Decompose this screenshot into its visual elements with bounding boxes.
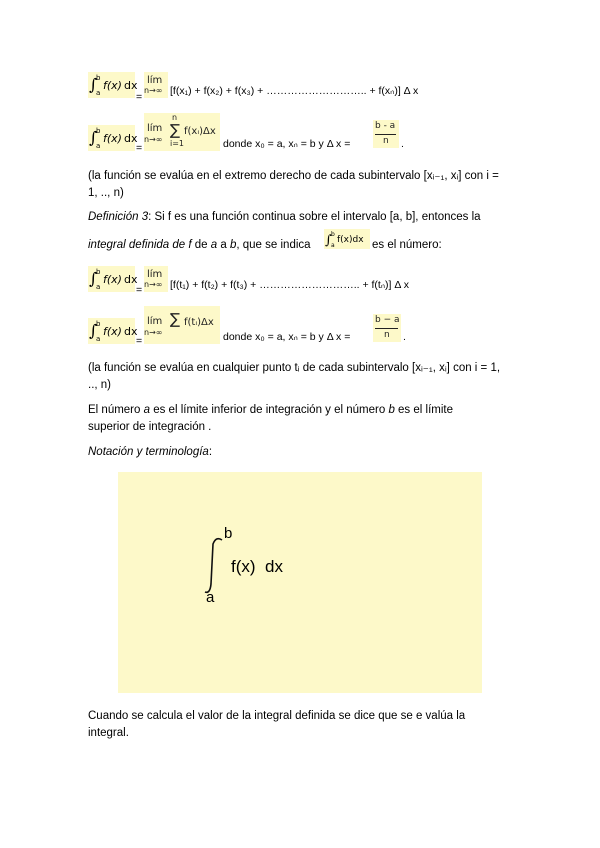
integrand: f(x) dx (231, 557, 283, 576)
integral-image-2 (88, 125, 138, 151)
svg-text:f(x): f(x) (103, 273, 122, 286)
svg-text:f(x): f(x) (103, 325, 122, 338)
text-fragment: es el límite superior de integración . (88, 404, 454, 433)
lim-label: lím (147, 269, 163, 280)
frac-den: n (383, 136, 389, 146)
period: . (401, 138, 404, 150)
sum-term: f(tᵢ)Δx (184, 317, 214, 328)
fraction-image-2 (373, 120, 399, 148)
notation-heading (88, 444, 212, 461)
lower-limit: a (206, 589, 215, 606)
integral-sign-icon (88, 318, 138, 344)
svg-text:dx: dx (124, 325, 138, 338)
donde-text: donde x₀ = a, xₙ = b y Δ x = (223, 331, 351, 343)
svg-text:∫: ∫ (325, 233, 332, 248)
text-fragment: a (143, 404, 151, 416)
sigma-icon: ∑ (170, 310, 181, 328)
riemann-sum-right: [f(x₁) + f(x₂) + f(x₃) + ……………………….. + f(xₙ)] Δ x (170, 85, 419, 97)
sum-bottom: i=1 (170, 139, 185, 148)
text-fragment: , que se indica (236, 239, 311, 251)
paragraph-evaluation-right: (la función se evalúa en el extremo derecho de cada subintervalo [xᵢ₋₁, xᵢ] con i = 1, .., n) (88, 170, 499, 199)
inline-integral-image (324, 229, 370, 249)
text-fragment: a (210, 239, 218, 251)
integral-image-4 (88, 318, 138, 344)
definition-3-line2 (88, 237, 311, 254)
sum-term: f(xᵢ)Δx (184, 126, 216, 137)
heading-text: Notación y terminología (88, 446, 209, 458)
definition-3-line1 (88, 209, 518, 226)
paragraph-evaluation-any: (la función se evalúa en cualquier punto tᵢ de cada subintervalo [xᵢ₋₁, xᵢ] con i = 1, .., n) (88, 362, 501, 391)
definition-term: integral definida de f (88, 239, 192, 251)
fraction-bar (375, 134, 396, 135)
donde-text: donde x₀ = a, xₙ = b y Δ x = (223, 138, 351, 150)
frac-num: b - a (375, 121, 396, 131)
svg-text:dx: dx (124, 132, 138, 145)
riemann-sum-general: [f(t₁) + f(t₂) + f(t₃) + ……………………….. + f(tₙ)] Δ x (170, 279, 409, 291)
text-fragment: b (229, 239, 237, 251)
text-fragment: es el límite inferior de integración y el número (150, 404, 389, 416)
text-fragment: a (217, 239, 230, 251)
definition-text: : Si f es una función continua sobre el intervalo [a, b], entonces la (148, 211, 481, 223)
paragraph-limits (88, 402, 488, 436)
svg-text:∫: ∫ (89, 269, 98, 288)
svg-text:b: b (96, 320, 101, 328)
lim-sub: n→∞ (144, 86, 163, 95)
svg-text:a: a (331, 242, 335, 249)
lim-sub: n→∞ (144, 328, 163, 337)
svg-text:b: b (96, 127, 101, 135)
text-fragment: de (191, 239, 211, 251)
integral-sign-icon (88, 125, 138, 151)
integral-sign-icon (324, 229, 370, 249)
svg-text:dx: dx (124, 79, 138, 92)
period: . (403, 331, 406, 343)
fraction-image-4 (373, 314, 401, 342)
definition-3-tail: es el número: (372, 239, 442, 251)
lim-label: lím (147, 123, 163, 134)
sum-top: n (172, 113, 178, 122)
svg-text:a: a (96, 89, 101, 97)
svg-text:f(x): f(x) (103, 132, 122, 145)
integral-sign-icon (88, 266, 138, 292)
svg-text:a: a (96, 335, 101, 343)
svg-text:f(x)dx: f(x)dx (337, 235, 364, 245)
svg-text:dx: dx (124, 273, 138, 286)
text-fragment: b (388, 404, 395, 416)
integral-sign-icon (88, 72, 138, 98)
svg-text:b: b (96, 268, 101, 276)
svg-text:b: b (331, 231, 335, 238)
fraction-bar (375, 328, 398, 329)
svg-text:f(x): f(x) (103, 79, 122, 92)
integral-image-3 (88, 266, 138, 292)
svg-text:∫: ∫ (89, 321, 98, 340)
large-integral-sign-icon (118, 472, 482, 693)
svg-text:a: a (96, 283, 101, 291)
svg-text:∫: ∫ (89, 128, 98, 147)
svg-text:b: b (96, 74, 101, 82)
limit-sum-image-4 (144, 306, 220, 344)
lim-label: lím (147, 75, 163, 86)
svg-text:∫: ∫ (89, 75, 98, 94)
limit-sum-image-2 (144, 113, 220, 151)
limit-image-3 (144, 266, 168, 292)
sigma-icon: ∑ (170, 121, 181, 139)
equals-sign: = (136, 91, 143, 103)
closing-paragraph: Cuando se calcula el valor de la integral definida se dice que se e valúa la integral. (88, 710, 466, 739)
frac-num: b − a (375, 315, 400, 325)
lim-label: lím (147, 316, 163, 327)
svg-text:a: a (96, 142, 101, 150)
lim-sub: n→∞ (144, 135, 163, 144)
upper-limit: b (224, 525, 233, 542)
integral-image-1 (88, 72, 138, 98)
definition-label: Definición 3 (88, 211, 149, 223)
limit-image-1 (144, 72, 168, 98)
text-fragment: : (208, 446, 213, 458)
text-fragment: El número (88, 404, 144, 416)
lim-sub: n→∞ (144, 280, 163, 289)
frac-den: n (384, 330, 390, 340)
notation-diagram (118, 472, 482, 693)
